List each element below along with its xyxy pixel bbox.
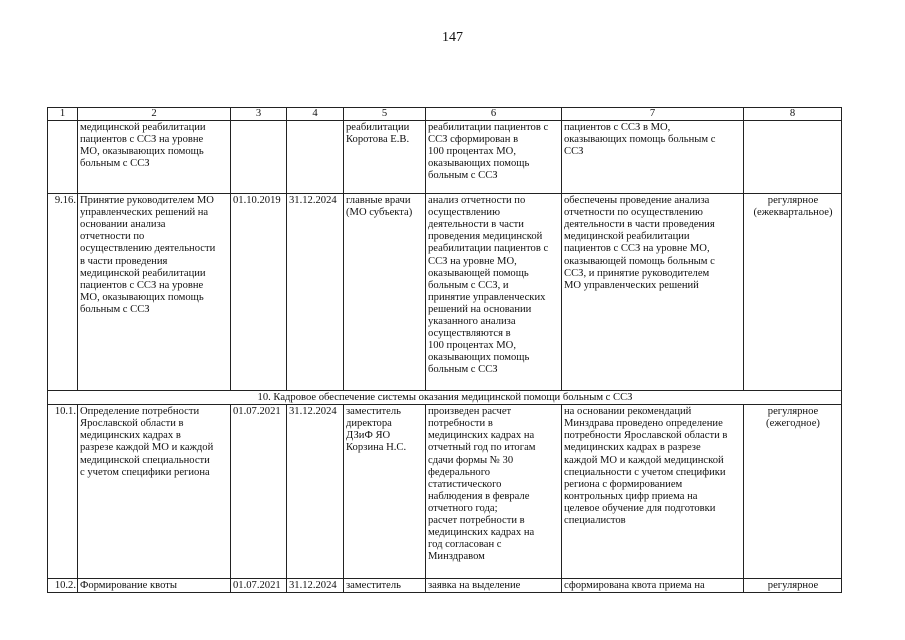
indicator-cell: анализ отчетности по осуществлению деятельности в части проведения медицинской реабилитации пациентов с ССЗ на уровне МО, оказывающей помощь больным с ССЗ, и принятие управленческих решений на основании указанного анализа осуществляются в 100 процентах МО, оказывающих помощь больным с ССЗ	[426, 194, 562, 391]
row-number: 10.2.	[48, 579, 78, 593]
result-cell: обеспечены проведение анализа отчетности по осуществлению деятельности в части проведения медицинской реабилитации пациентов с ССЗ на уровне МО, оказывающей помощь больным с ССЗ, и принятие руководителем МО управленческих решений	[562, 194, 744, 391]
start-date-cell	[231, 121, 287, 194]
column-header-6: 6	[426, 108, 562, 121]
event-cell: Формирование квоты	[78, 579, 231, 593]
result-cell: пациентов с ССЗ в МО, оказывающих помощь больным с ССЗ	[562, 121, 744, 194]
start-date-cell: 01.07.2021	[231, 405, 287, 579]
event-cell: Принятие руководителем МО управленческих решений на основании анализа отчетности по осуществлению деятельности в части проведения медицинской реабилитации пациентов с ССЗ на уровне МО, оказывающих помощь больным с ССЗ	[78, 194, 231, 391]
end-date-cell: 31.12.2024	[287, 405, 344, 579]
responsible-cell: главные врачи (МО субъекта)	[344, 194, 426, 391]
header-row	[48, 108, 842, 121]
section-row	[48, 391, 842, 405]
periodicity-cell: регулярное (ежегодное)	[744, 405, 842, 579]
end-date-cell: 31.12.2024	[287, 194, 344, 391]
event-cell: медицинской реабилитации пациентов с ССЗ на уровне МО, оказывающих помощь больным с ССЗ	[78, 121, 231, 194]
column-header-3: 3	[231, 108, 287, 121]
column-header-4: 4	[287, 108, 344, 121]
end-date-cell: 31.12.2024	[287, 579, 344, 593]
table-row	[48, 194, 842, 391]
result-cell: сформирована квота приема на	[562, 579, 744, 593]
indicator-cell: заявка на выделение	[426, 579, 562, 593]
row-number: 9.16.	[48, 194, 78, 391]
table-row	[48, 121, 842, 194]
responsible-cell: реабилитации Коротова Е.В.	[344, 121, 426, 194]
column-header-8: 8	[744, 108, 842, 121]
section-heading: 10. Кадровое обеспечение системы оказания медицинской помощи больным с ССЗ	[48, 391, 842, 405]
result-cell: на основании рекомендаций Минздрава проведено определение потребности Ярославской области в медицинских кадрах в разрезе каждой МО и каждой медицинской специальности с учетом специфики региона с формированием контрольных цифр приема на целевое обучение для подготовки специалистов	[562, 405, 744, 579]
periodicity-cell: регулярное (ежеквартальное)	[744, 194, 842, 391]
periodicity-cell: регулярное	[744, 579, 842, 593]
responsible-cell: заместитель директора ДЗиФ ЯО Корзина Н.С.	[344, 405, 426, 579]
start-date-cell: 01.07.2021	[231, 579, 287, 593]
column-header-7: 7	[562, 108, 744, 121]
end-date-cell	[287, 121, 344, 194]
indicator-cell: реабилитации пациентов с ССЗ сформирован в 100 процентах МО, оказывающих помощь больным с ССЗ	[426, 121, 562, 194]
page-number: 147	[442, 30, 463, 45]
responsible-cell: заместитель	[344, 579, 426, 593]
event-cell: Определение потребности Ярославской области в медицинских кадрах в разрезе каждой МО и каждой медицинской специальности с учетом специфики региона	[78, 405, 231, 579]
start-date-cell: 01.10.2019	[231, 194, 287, 391]
periodicity-cell	[744, 121, 842, 194]
table-row	[48, 405, 842, 579]
row-number	[48, 121, 78, 194]
indicator-cell: произведен расчет потребности в медицинских кадрах на отчетный год по итогам сдачи формы № 30 федерального статистического наблюдения в феврале отчетного года; расчет потребности в медицинских кадрах на год согласован с Минздравом	[426, 405, 562, 579]
row-number: 10.1.	[48, 405, 78, 579]
plan-table	[47, 107, 842, 593]
column-header-2: 2	[78, 108, 231, 121]
column-header-1: 1	[48, 108, 78, 121]
table-row	[48, 579, 842, 593]
column-header-5: 5	[344, 108, 426, 121]
